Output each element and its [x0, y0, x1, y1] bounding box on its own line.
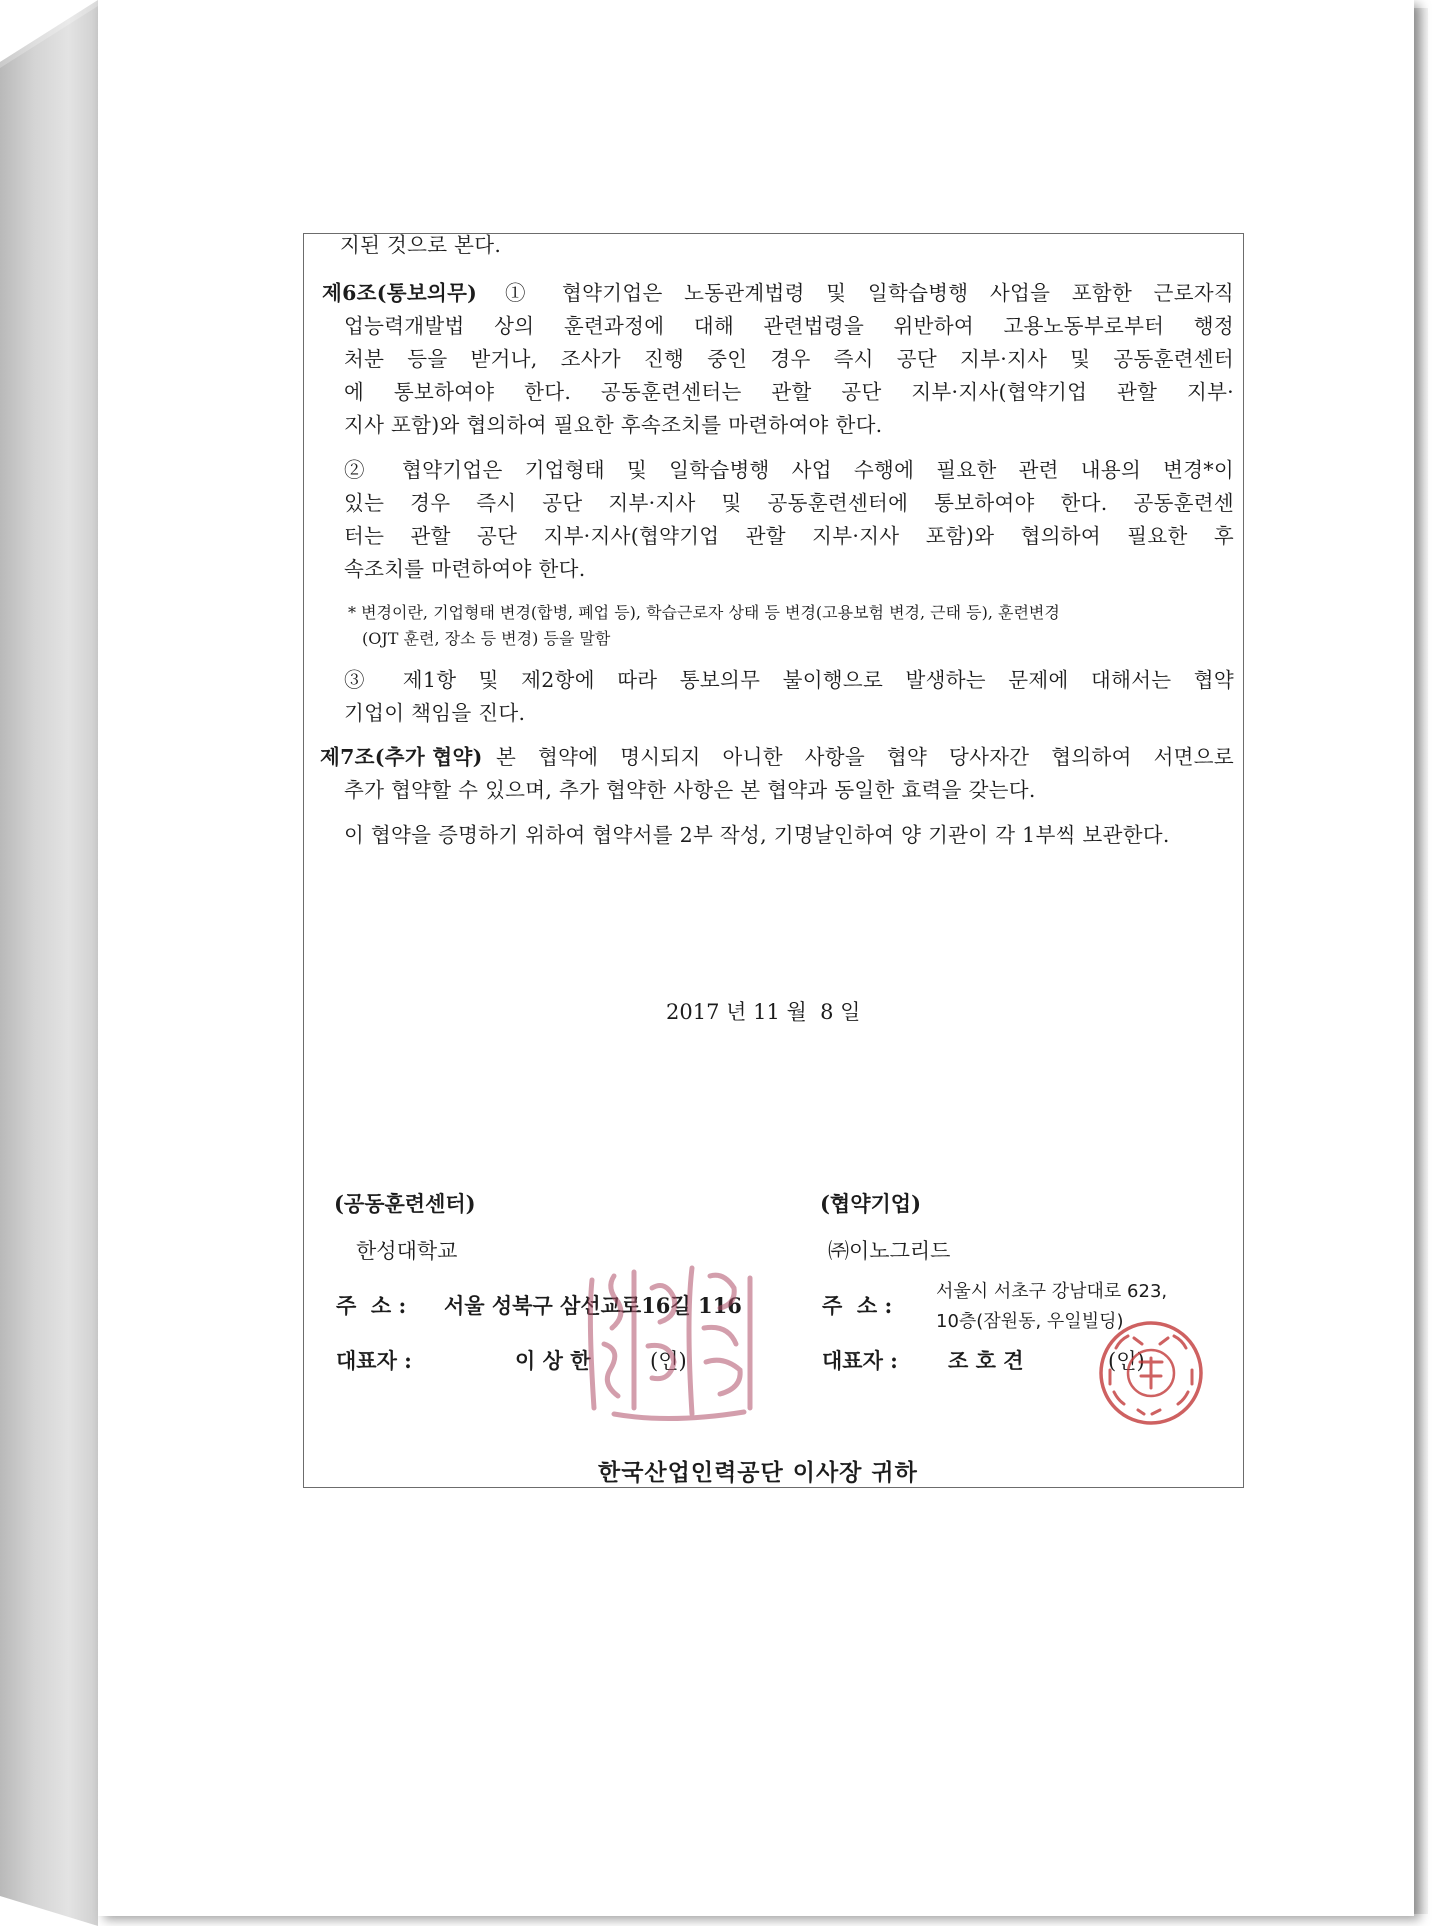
footnote-line-2: (OJT 훈련, 장소 등 변경) 등을 말함 [362, 629, 611, 648]
right-party-org: ㈜이노그리드 [828, 1239, 951, 1263]
right-party-heading: (협약기업) [820, 1191, 922, 1216]
article-6-p2-line-2: 있는 경우 즉시 공단 지부·지사 및 공동훈련센터에 통보하여야 한다. 공동훈련센 [344, 491, 1234, 515]
article-6-p2-line-4: 속조치를 마련하여야 한다. [344, 557, 586, 581]
article-6-p1-line-3: 처분 등을 받거나, 조사가 진행 중인 경우 즉시 공단 지부·지사 및 공동훈련센터 [344, 347, 1234, 371]
article-6-p1-line-1: ① 협약기업은 노동관계법령 및 일학습병행 사업을 포함한 근로자직 [505, 281, 1234, 305]
article-6-p1-line-2: 업능력개발법 상의 훈련과정에 대해 관련법령을 위반하여 고용노동부로부터 행정 [344, 314, 1234, 338]
right-address-label: 주 소 : [822, 1293, 893, 1318]
article-6-p3-line-1: ③ 제1항 및 제2항에 따라 통보의무 불이행으로 발생하는 문제에 대해서는 협약 [344, 668, 1234, 692]
agreement-date: 2017 년 11 월 8 일 [666, 1000, 861, 1024]
continued-line: 지된 것으로 본다. [340, 233, 502, 257]
left-rep-name: 이 상 한 [515, 1348, 591, 1373]
article-7-line-1: 본 협약에 명시되지 아니한 사항을 협약 당사자간 협의하여 서면으로 [496, 745, 1234, 769]
left-seal-mark: (인) [650, 1349, 687, 1373]
article-6-p2-line-1: ② 협약기업은 기업형태 및 일학습병행 사업 수행에 필요한 관련 내용의 변경*이 [344, 458, 1234, 482]
left-party-org: 한성대학교 [356, 1239, 458, 1263]
page-edge [1414, 8, 1428, 1914]
left-address-label: 주 소 : [336, 1293, 407, 1318]
recipient-line: 한국산업인력공단 이사장 귀하 [598, 1459, 918, 1486]
right-rep-label: 대표자 : [822, 1348, 898, 1373]
article-7-heading: 제7조(추가 협약) [320, 745, 483, 769]
right-rep-name: 조 호 견 [948, 1348, 1024, 1373]
right-seal-mark: (인) [1108, 1349, 1145, 1373]
footnote-line-1: * 변경이란, 기업형태 변경(합병, 폐업 등), 학습근로자 상태 등 변경(고용보험 변경, 근태 등), 훈련변경 [348, 603, 1060, 622]
article-6-p1-line-5: 지사 포함)와 협의하여 필요한 후속조치를 마련하여야 한다. [344, 413, 883, 437]
article-7-line-2: 추가 협약할 수 있으며, 추가 협약한 사항은 본 협약과 동일한 효력을 갖는다. [344, 778, 1036, 802]
closing-statement: 이 협약을 증명하기 위하여 협약서를 2부 작성, 기명날인하여 양 기관이 각 1부씩 보관한다. [344, 823, 1170, 847]
left-address: 서울 성북구 삼선교로16길 116 [444, 1293, 742, 1318]
right-address-line-1: 서울시 서초구 강남대로 623, [936, 1281, 1168, 1302]
left-rep-label: 대표자 : [336, 1348, 412, 1373]
book-spine [0, 0, 98, 1926]
article-6-p3-line-2: 기업이 책임을 진다. [344, 701, 526, 725]
article-6-heading: 제6조(통보의무) [322, 281, 478, 305]
right-address-line-2: 10층(잠원동, 우일빌딩) [936, 1311, 1124, 1332]
article-6-p1-line-4: 에 통보하여야 한다. 공동훈련센터는 관할 공단 지부·지사(협약기업 관할 지부· [344, 380, 1234, 404]
article-6-p2-line-3: 터는 관할 공단 지부·지사(협약기업 관할 지부·지사 포함)와 협의하여 필요한 후 [344, 524, 1234, 548]
left-party-heading: (공동훈련센터) [334, 1191, 476, 1216]
